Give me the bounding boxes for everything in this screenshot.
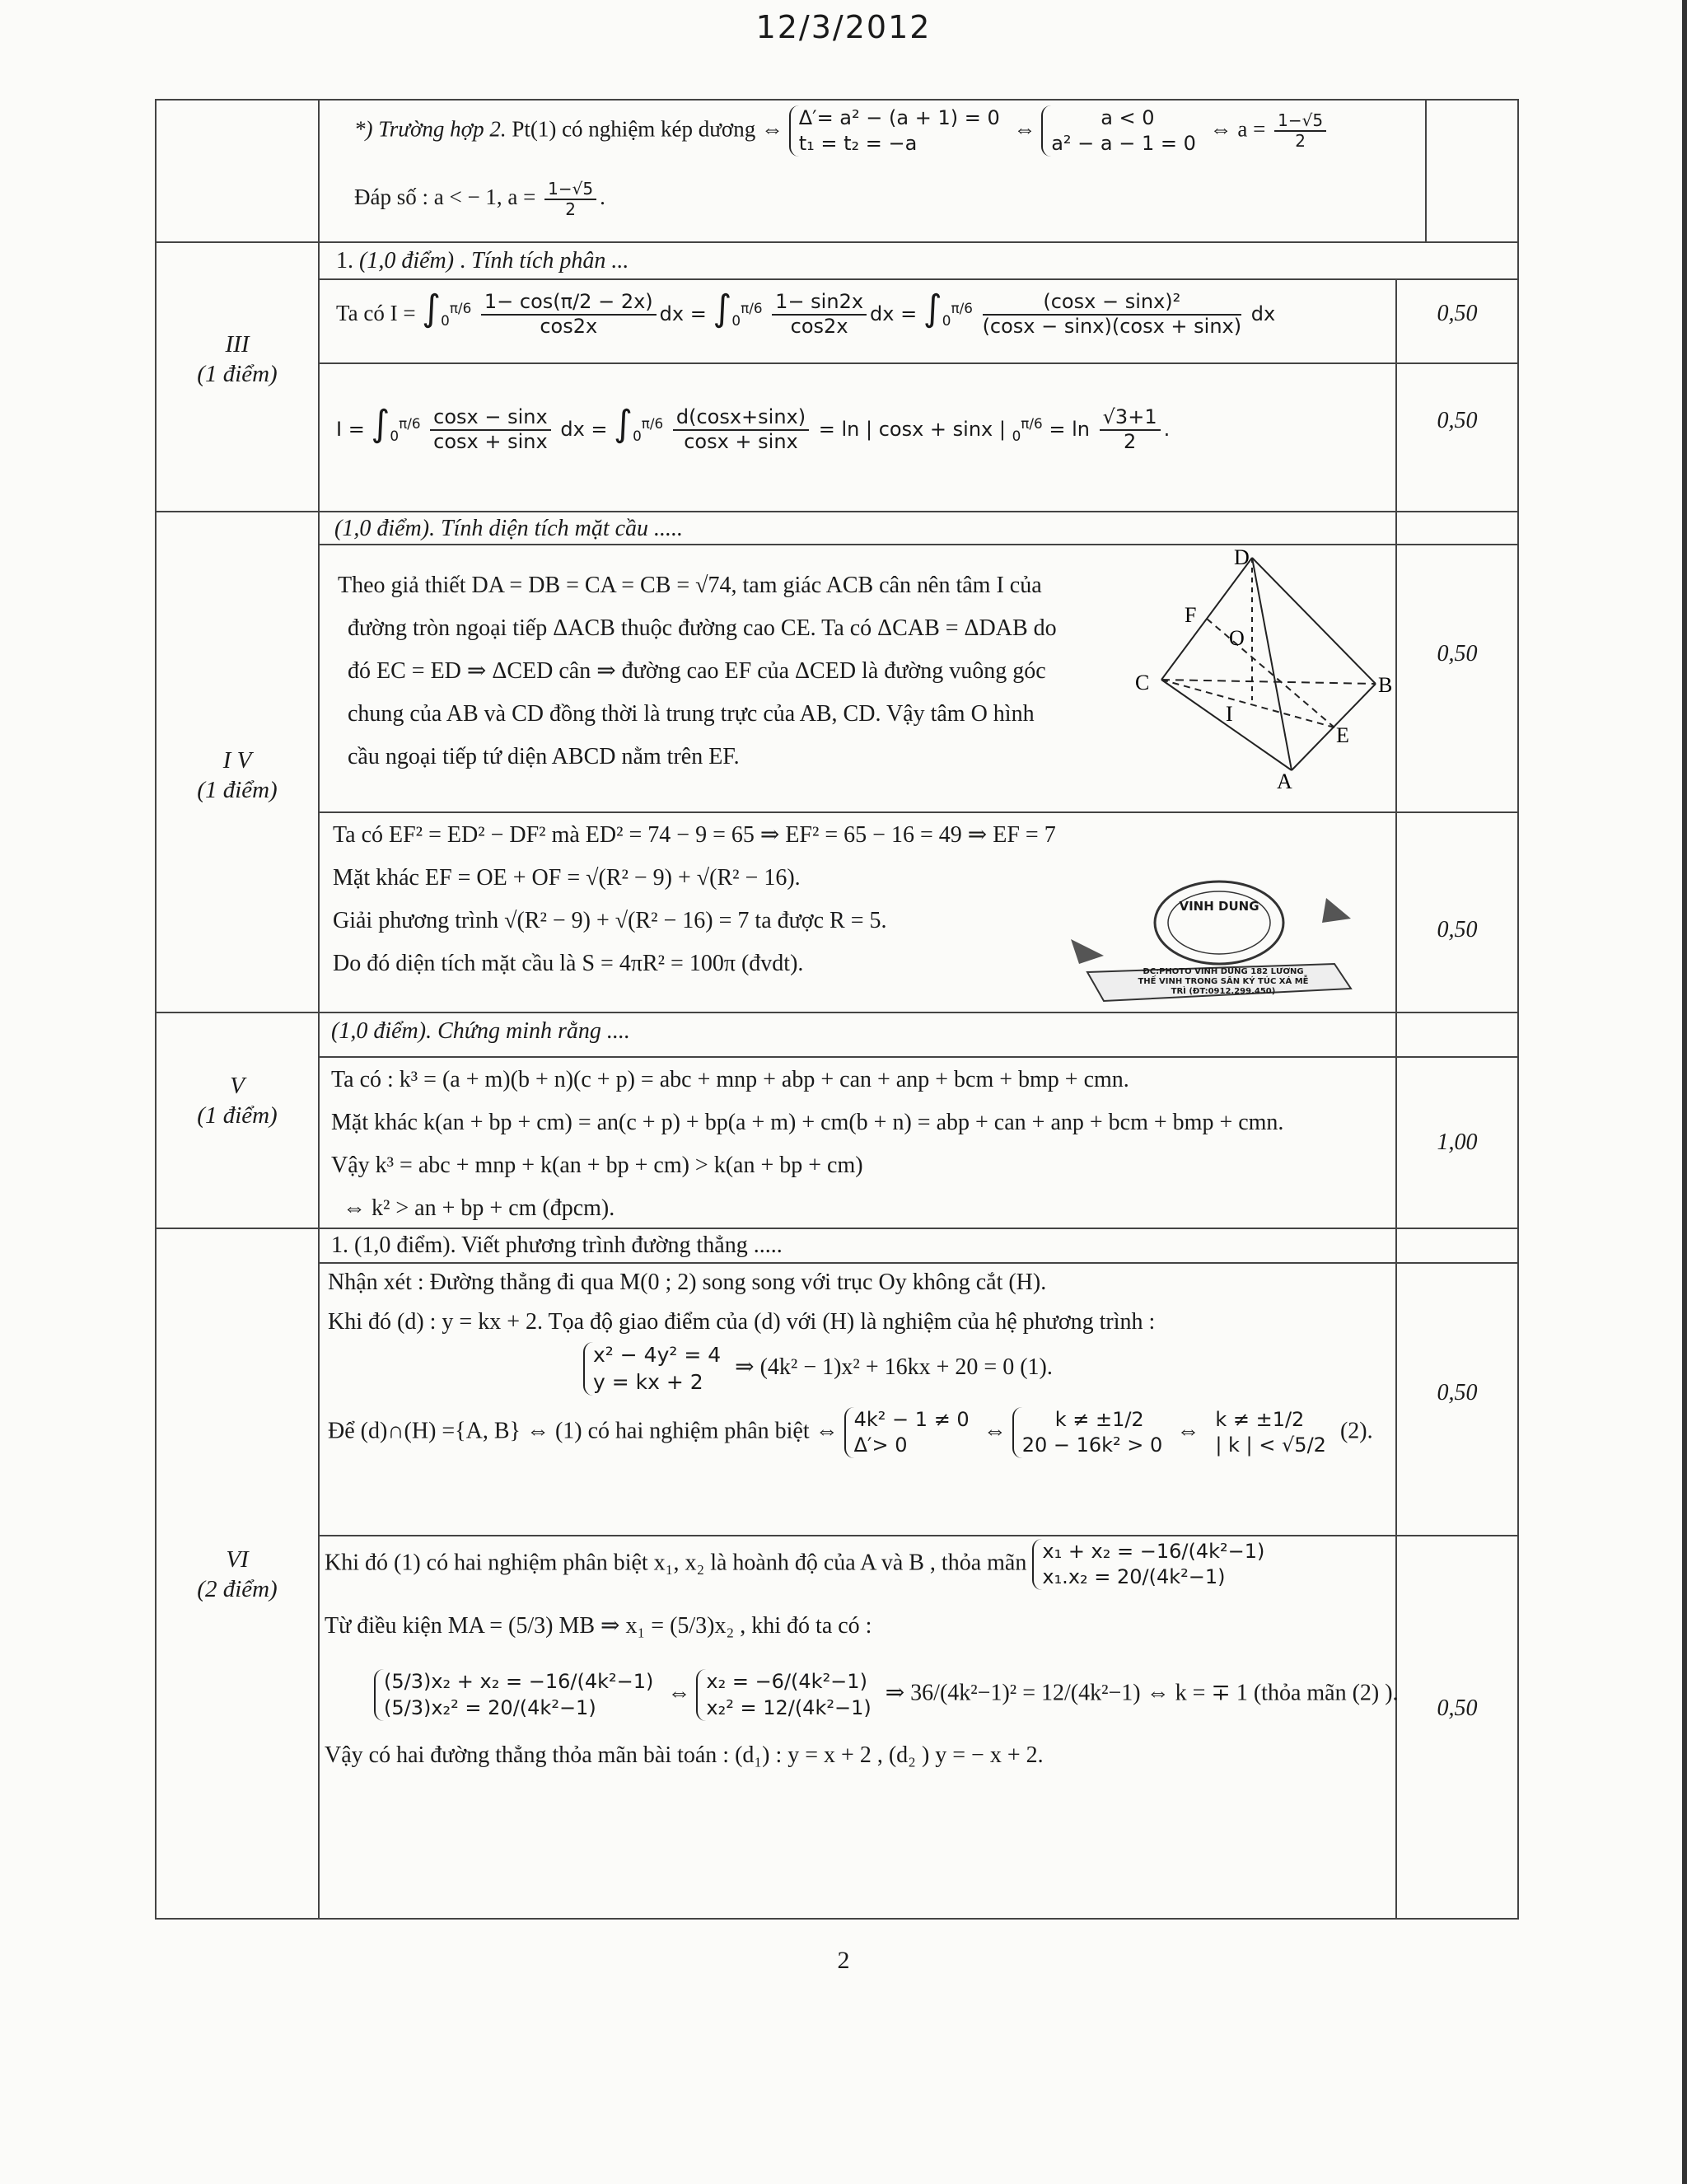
- fig-label-F: F: [1185, 603, 1197, 627]
- integral-line-2: $I = \int_0^{\pi/6}$ $\frac{\cos x - \sin x}{\cos x + \sin x}$ dx = $\int_0^{\pi/6}$ $\frac{d(\cos x+\sin x)}{\cos x + \sin x}$ = ln | cosx + sinx | $_0^{\pi/6}$ = ln $\frac{√3+1}{2}$ .: [336, 403, 1171, 453]
- section-VI-part-1: Nhận xét : Đường thẳng đi qua M(0 ; 2) song song với trục Oy không cắt (H). Khi đó (d) : y = kx + 2. Tọa độ giao điểm của (d) với (H) là nghiệm của hệ phương trình : x² − 4y² = 4 y = kx + 2 ⇒ (4k² − 1)x² + 16kx + 20 = 0 (1). Để (d)∩(H) ={A, B} ⇔ (1) có hai nghiệm phân biệt ⇔ 4k² − 1 ≠ 0 Δ′> 0 ⇔ k ≠ ±1/2 20 − 16k² > 0 ⇔ k ≠ ±1/2 | k | < √5/2 (2).: [328, 1263, 1373, 1458]
- column-divider-score-top: [1425, 99, 1427, 243]
- fig-label-B: B: [1378, 673, 1393, 697]
- fig-label-E: E: [1336, 723, 1349, 747]
- integral-line-1: Ta có $I = \int_0^{\pi/6}$ $\frac{1- \cos(\pi/2 - 2x)}{\cos 2x}$ dx = $\int_0^{\pi/6}$ $\frac{1- \sin 2x}{\cos 2x}$ dx = $\int_0^{\pi/6}$ $\frac{\text{(cosx − sinx)²}}{(\cos x - \sin x)(\cos x + \sin x)}$ dx: [336, 288, 1276, 338]
- section-label-V: V (1 điểm): [197, 1073, 278, 1129]
- fig-label-A: A: [1277, 769, 1292, 793]
- row-divider: [155, 511, 1519, 512]
- scan-edge-shadow: [1682, 0, 1687, 2184]
- row-divider: [155, 241, 1519, 243]
- fig-label-C: C: [1135, 671, 1150, 694]
- row-divider: [318, 362, 1519, 364]
- section-IV-para-1: Theo giả thiết DA = DB = CA = CB = √74, tam giác ACB cân nên tâm I của đường tròn ngoại tiếp ΔACB thuộc đường cao CE. Ta có ΔCAB = ΔDAB do đó EC = ED ⇒ ΔCED cân ⇒ đường cao EF của ΔCED là đường vuông góc chung của AB và CD đồng thời là trung trực của AB, CD. Vậy tâm O hình cầu ngoại tiếp tứ diện ABCD nằm trên EF.: [338, 573, 1057, 769]
- section-label-III: III (1 điểm): [197, 331, 278, 388]
- section-IV-para-2: Ta có EF² = ED² − DF² mà ED² = 74 − 9 = 65 ⇒ EF² = 65 − 16 = 49 ⇒ EF = 7 Mặt khác EF = OE + OF = √(R² − 9) + √(R² − 16). Giải phương trình √(R² − 9) + √(R² − 16) = 7 ta được R = 5. Do đó diện tích mặt cầu là S = 4πR² = 100π (đvdt).: [333, 822, 1056, 976]
- section-IV-header: (1,0 điểm). Tính diện tích mặt cầu .....: [334, 516, 684, 541]
- section-VI-part-2: Khi đó (1) có hai nghiệm phân biệt x₁, x₂ là hoành độ của A và B , thỏa mãn x₁ + x₂ = −16/(4k²−1) x₁.x₂ = 20/(4k²−1) Từ điều kiện MA = (5/3) MB ⇒ x₁ = (5/3)x₂ , khi đó ta có : (5/3)x₂ + x₂ = −16/(4k²−1) (5/3)x₂² = 20/(4k²−1) ⇔ x₂ = −6/(4k²−1) x₂² = 12/(4k²−1) ⇒ 36/(4k²−1)² = 12/(4k²−1) ⇔ k = ∓ 1 (thỏa mãn (2) ). Vậy có hai đường thẳng thỏa mãn bài toán : (d₁) : y = x + 2 , (d₂ ) y = − x + 2.: [325, 1540, 1399, 1768]
- score-III-2: 0,50: [1437, 408, 1478, 433]
- page-date: 12/3/2012: [755, 9, 932, 45]
- score-IV-2: 0,50: [1437, 917, 1478, 942]
- case-2-line: *) Trường hợp 2. Pt(1) có nghiệm kép dương ⇔ Δ′= a² − (a + 1) = 0 t₁ = t₂ = −a ⇔ a < 0 a² − a − 1 = 0 ⇔ a = $\frac{1-√5}{2}$: [354, 105, 1330, 157]
- column-divider-label: [318, 99, 320, 1920]
- fig-label-I: I: [1226, 702, 1233, 726]
- section-label-VI: VI (2 điểm): [197, 1546, 278, 1603]
- score-VI-2: 0,50: [1437, 1695, 1478, 1721]
- section-III-header: 1. (1,0 điểm) . Tính tích phân ...: [336, 248, 629, 274]
- score-VI-1: 0,50: [1437, 1380, 1478, 1405]
- score-V: 1,00: [1437, 1129, 1478, 1155]
- photocopy-stamp: VINH DUNG ĐC:PHOTO VINH DUNG 182 LƯƠNG THẾ VINH TRONG SÂN KÝ TÚC XÁ MỄ TRÌ (ĐT:0912.299.450): [1054, 865, 1367, 1013]
- fig-label-D: D: [1234, 548, 1250, 569]
- fig-label-O: O: [1229, 626, 1245, 650]
- section-V-lines: Ta có : k³ = (a + m)(b + n)(c + p) = abc + mnp + abp + can + anp + bcm + bmp + cmn. Mặt khác k(an + bp + cm) = an(c + p) + bp(a + m) + cm(b + n) = abp + can + anp + bcm + bmp + cmn. Vậy k³ = abc + mnp + k(an + bp + cm) > k(an + bp + cm) ⇔ k² > an + bp + cm (đpcm).: [331, 1067, 1284, 1221]
- page-number: 2: [837, 1947, 850, 1974]
- section-label-IV: I V (1 điểm): [197, 747, 278, 804]
- section-VI-header: 1. (1,0 điểm). Viết phương trình đường thẳng .....: [331, 1232, 783, 1258]
- score-IV-1: 0,50: [1437, 641, 1478, 666]
- row-divider: [318, 278, 1519, 280]
- section-V-header: (1,0 điểm). Chứng minh rằng ....: [331, 1018, 630, 1044]
- row-divider: [318, 1056, 1519, 1058]
- answer-line: Đáp số : a < − 1, a = $\frac{1-√5}{2}$ .: [354, 179, 605, 219]
- row-divider: [318, 811, 1519, 813]
- tetrahedron-figure: [1129, 548, 1400, 795]
- score-III-1: 0,50: [1437, 301, 1478, 326]
- row-divider: [318, 1535, 1519, 1536]
